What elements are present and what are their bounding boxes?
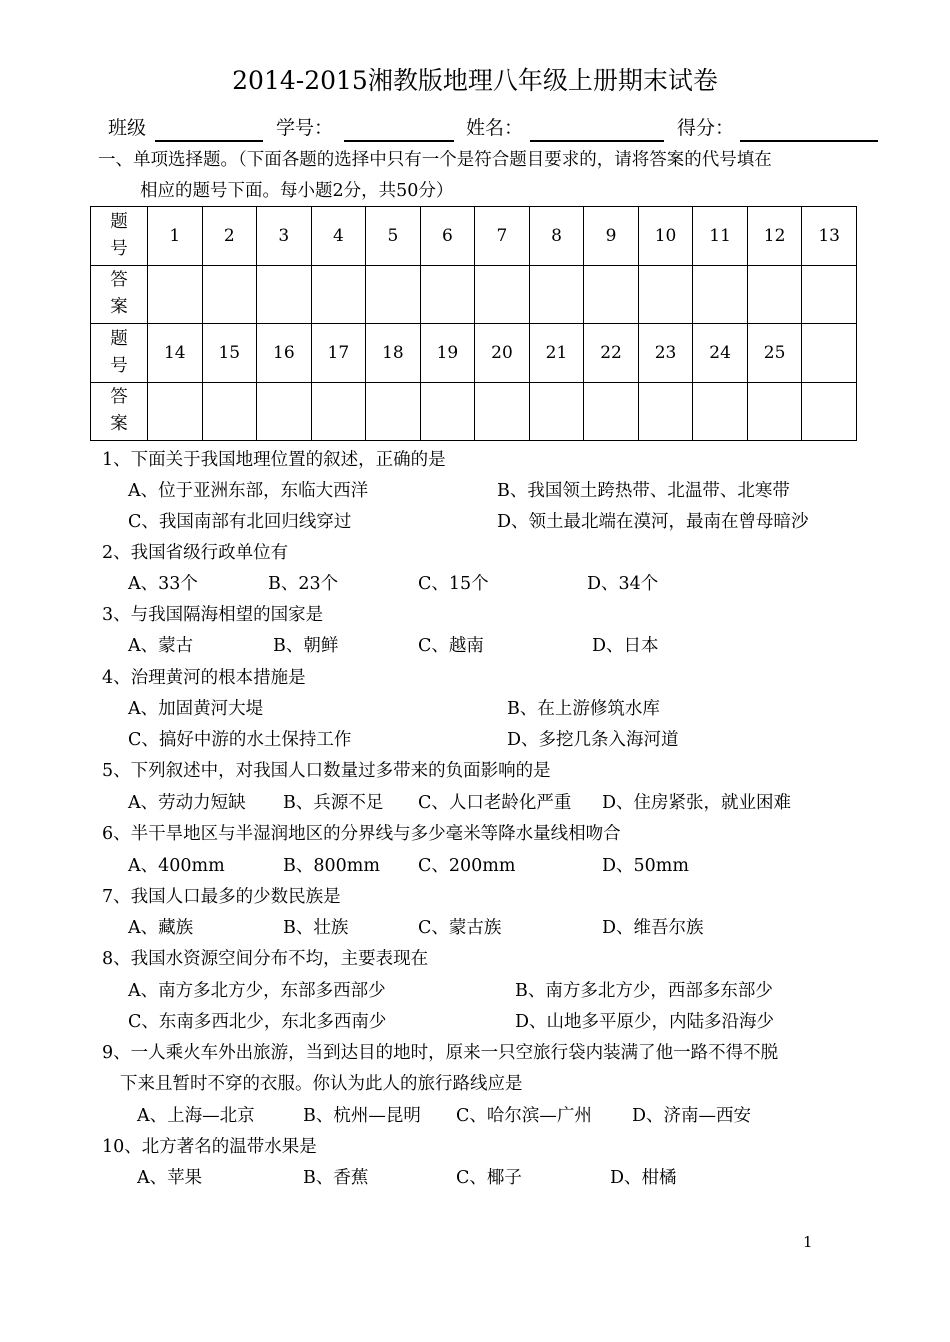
question-9-option-c[interactable]: C、哈尔滨—广州 — [456, 1106, 592, 1126]
question-6-option-d[interactable]: D、50mm — [602, 856, 689, 876]
answer-cell[interactable] — [475, 265, 530, 324]
answer-cell[interactable] — [747, 382, 802, 441]
question-label: 题 号 — [110, 328, 128, 376]
answer-cell[interactable] — [529, 265, 584, 324]
question-label-cell — [91, 324, 148, 383]
question-number-cell — [802, 324, 857, 383]
question-7-option-a[interactable]: A、藏族 — [128, 918, 194, 938]
answer-label: 答 案 — [110, 387, 128, 435]
answer-cell[interactable] — [257, 265, 312, 324]
question-4-option-a[interactable]: A、加固黄河大堤 — [128, 699, 264, 719]
question-number-cell: 13 — [802, 207, 857, 266]
answer-cell[interactable] — [257, 382, 312, 441]
question-1-option-a[interactable]: A、位于亚洲东部，东临大西洋 — [128, 481, 369, 501]
question-number-cell: 7 — [475, 207, 530, 266]
question-1-option-d[interactable]: D、领土最北端在漠河，最南在曾母暗沙 — [497, 512, 809, 532]
question-1-option-b[interactable]: B、我国领土跨热带、北温带、北寒带 — [497, 481, 790, 501]
question-7-option-c[interactable]: C、蒙古族 — [418, 918, 502, 938]
answer-cell[interactable] — [693, 382, 748, 441]
question-2-stem: 2、我国省级行政单位有 — [102, 543, 289, 563]
question-6-option-a[interactable]: A、400mm — [128, 856, 225, 876]
question-6-option-c[interactable]: C、200mm — [418, 856, 516, 876]
question-1-option-c[interactable]: C、我国南部有北回归线穿过 — [128, 512, 352, 532]
question-number-cell: 19 — [420, 324, 475, 383]
question-9-option-d[interactable]: D、济南—西安 — [632, 1106, 752, 1126]
question-8-stem: 8、我国水资源空间分布不均，主要表现在 — [102, 949, 429, 969]
question-number-cell: 22 — [584, 324, 639, 383]
question-number-cell: 21 — [529, 324, 584, 383]
question-number-cell: 15 — [202, 324, 257, 383]
question-1-stem: 1、下面关于我国地理位置的叙述，正确的是 — [102, 450, 446, 470]
answer-cell[interactable] — [366, 382, 421, 441]
question-9-option-a[interactable]: A、上海—北京 — [137, 1106, 255, 1126]
question-number-cell: 10 — [638, 207, 693, 266]
question-2-option-b[interactable]: B、23个 — [268, 574, 339, 594]
answer-cell[interactable] — [802, 382, 857, 441]
question-6-stem: 6、半干旱地区与半湿润地区的分界线与多少毫米等降水量线相吻合 — [102, 824, 621, 844]
answer-cell[interactable] — [747, 265, 802, 324]
answer-label-cell — [91, 265, 148, 324]
answer-cell[interactable] — [202, 265, 257, 324]
question-number-cell: 8 — [529, 207, 584, 266]
number-blank[interactable] — [344, 140, 454, 142]
question-number-cell: 16 — [257, 324, 312, 383]
answer-cell[interactable] — [584, 265, 639, 324]
section-line-1: 一、单项选择题。（下面各题的选择中只有一个是符合题目要求的，请将答案的代号填在 — [98, 150, 772, 170]
question-10-option-c[interactable]: C、椰子 — [456, 1168, 522, 1188]
score-blank[interactable] — [740, 140, 878, 142]
question-8-option-d[interactable]: D、山地多平原少，内陆多沿海少 — [515, 1012, 775, 1032]
question-9-option-b[interactable]: B、杭州—昆明 — [303, 1106, 421, 1126]
question-4-option-c[interactable]: C、搞好中游的水土保持工作 — [128, 730, 352, 750]
question-number-cell: 4 — [311, 207, 366, 266]
answer-cell[interactable] — [802, 265, 857, 324]
answer-cell[interactable] — [366, 265, 421, 324]
question-label-cell — [91, 207, 148, 266]
question-number-cell: 3 — [257, 207, 312, 266]
question-10-option-b[interactable]: B、香蕉 — [303, 1168, 369, 1188]
question-number-cell: 6 — [420, 207, 475, 266]
question-4-stem: 4、治理黄河的根本措施是 — [102, 668, 306, 688]
question-number-row-1 — [91, 207, 857, 266]
question-number-cell: 5 — [366, 207, 421, 266]
question-number-row-2 — [91, 324, 857, 383]
question-7-stem: 7、我国人口最多的少数民族是 — [102, 887, 341, 907]
question-2-option-c[interactable]: C、15个 — [418, 574, 489, 594]
question-3-option-a[interactable]: A、蒙古 — [128, 636, 194, 656]
question-number-cell: 11 — [693, 207, 748, 266]
question-7-option-b[interactable]: B、壮族 — [283, 918, 349, 938]
answer-cell[interactable] — [475, 382, 530, 441]
section-line-2: 相应的题号下面。每小题2分，共50分） — [140, 181, 454, 201]
answer-row-1 — [91, 265, 857, 324]
question-3-option-c[interactable]: C、越南 — [418, 636, 484, 656]
question-9-stem: 9、一人乘火车外出旅游，当到达目的地时，原来一只空旅行袋内装满了他一路不得不脱 — [102, 1043, 779, 1063]
page-title: 2014-2015湘教版地理八年级上册期末试卷 — [232, 66, 718, 95]
name-blank[interactable] — [530, 140, 664, 142]
question-8-option-c[interactable]: C、东南多西北少，东北多西南少 — [128, 1012, 387, 1032]
answer-cell[interactable] — [693, 265, 748, 324]
question-3-stem: 3、与我国隔海相望的国家是 — [102, 605, 324, 625]
question-6-option-b[interactable]: B、800mm — [283, 856, 380, 876]
question-number-cell: 24 — [693, 324, 748, 383]
question-10-option-d[interactable]: D、柑橘 — [610, 1168, 677, 1188]
section-instructions — [98, 145, 858, 207]
answer-cell[interactable] — [584, 382, 639, 441]
question-number-cell: 18 — [366, 324, 421, 383]
question-label: 题 号 — [110, 211, 128, 259]
question-5-stem: 5、下列叙述中，对我国人口数量过多带来的负面影响的是 — [102, 761, 551, 781]
question-10-option-a[interactable]: A、苹果 — [137, 1168, 203, 1188]
question-number-cell: 2 — [202, 207, 257, 266]
question-number-cell: 17 — [311, 324, 366, 383]
question-5-option-d[interactable]: D、住房紧张，就业困难 — [602, 793, 792, 813]
question-number-cell: 1 — [148, 207, 203, 266]
question-4-option-b[interactable]: B、在上游修筑水库 — [507, 699, 660, 719]
answer-cell[interactable] — [529, 382, 584, 441]
question-9-stem-continued: 下来且暂时不穿的衣服。你认为此人的旅行路线应是 — [120, 1074, 523, 1094]
question-3-option-b[interactable]: B、朝鲜 — [273, 636, 339, 656]
answer-cell[interactable] — [202, 382, 257, 441]
answer-cell[interactable] — [148, 265, 203, 324]
question-5-option-c[interactable]: C、人口老龄化严重 — [418, 793, 572, 813]
question-8-option-a[interactable]: A、南方多北方少，东部多西部少 — [128, 981, 386, 1001]
answer-cell[interactable] — [638, 265, 693, 324]
question-7-option-d[interactable]: D、维吾尔族 — [602, 918, 704, 938]
class-blank[interactable] — [155, 140, 263, 142]
question-10-stem: 10、北方著名的温带水果是 — [102, 1137, 317, 1157]
question-5-option-a[interactable]: A、劳动力短缺 — [128, 793, 246, 813]
question-4-option-d[interactable]: D、多挖几条入海河道 — [507, 730, 679, 750]
score-label: 得分： — [677, 117, 735, 139]
question-number-cell: 20 — [475, 324, 530, 383]
answer-label-cell — [91, 382, 148, 441]
answer-cell[interactable] — [311, 382, 366, 441]
answer-cell[interactable] — [420, 265, 475, 324]
answer-cell[interactable] — [148, 382, 203, 441]
page-number: 1 — [803, 1233, 813, 1251]
question-number-cell: 12 — [747, 207, 802, 266]
name-label: 姓名： — [466, 117, 524, 139]
answer-cell[interactable] — [420, 382, 475, 441]
question-number-cell: 14 — [148, 324, 203, 383]
answer-cell[interactable] — [638, 382, 693, 441]
number-label: 学号： — [276, 117, 334, 139]
question-number-cell: 9 — [584, 207, 639, 266]
class-label: 班级 — [108, 117, 147, 139]
question-2-option-d[interactable]: D、34个 — [587, 574, 659, 594]
question-5-option-b[interactable]: B、兵源不足 — [283, 793, 384, 813]
question-3-option-d[interactable]: D、日本 — [592, 636, 659, 656]
answer-row-2 — [91, 382, 857, 441]
answer-table — [90, 206, 857, 441]
answer-cell[interactable] — [311, 265, 366, 324]
question-2-option-a[interactable]: A、33个 — [128, 574, 198, 594]
question-number-cell: 23 — [638, 324, 693, 383]
answer-label: 答 案 — [110, 270, 128, 318]
question-number-cell: 25 — [747, 324, 802, 383]
question-8-option-b[interactable]: B、南方多北方少，西部多东部少 — [515, 981, 773, 1001]
